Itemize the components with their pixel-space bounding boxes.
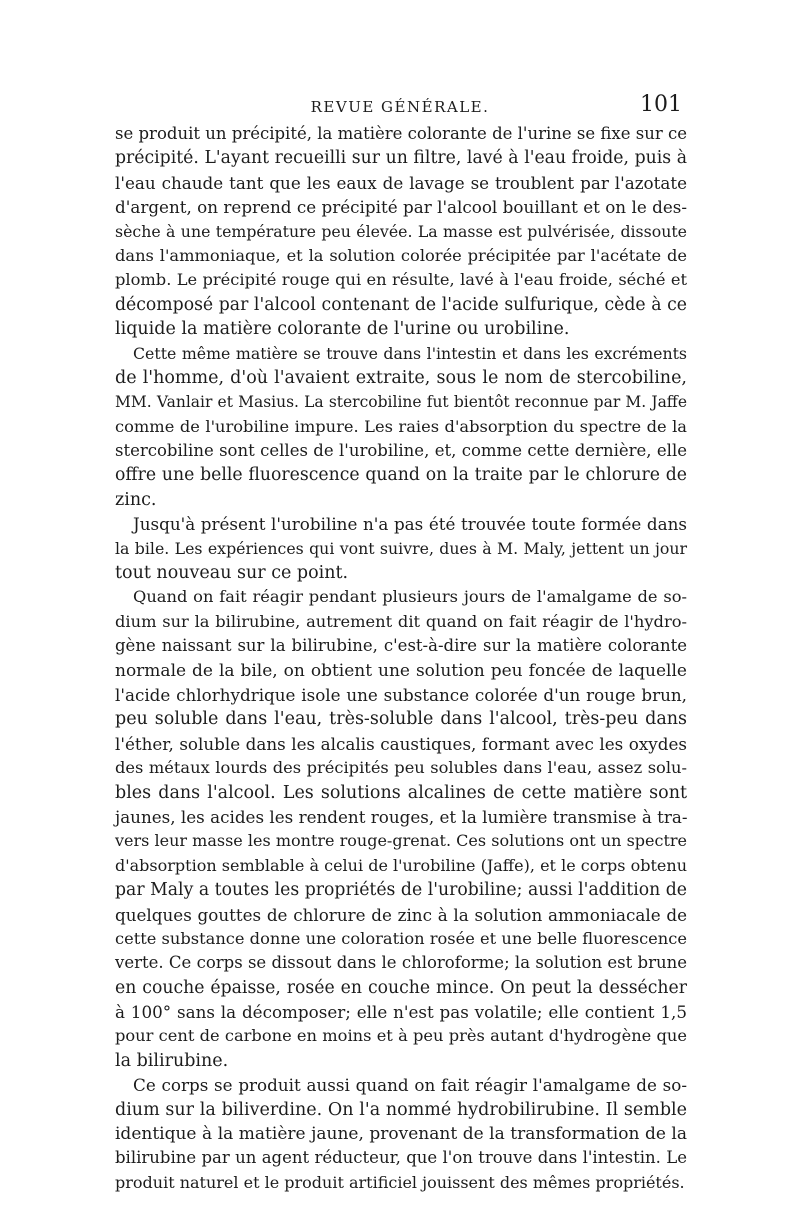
text-line: jaunes, les acides les rendent rouges, et la lumière transmise à tra- [115, 806, 688, 827]
text-line: bles dans l'alcool. Les solutions alcalines de cette matière sont [115, 782, 687, 803]
text-line: la bilirubine. [115, 1050, 229, 1071]
body-text [115, 122, 687, 1195]
text-line: dium sur la biliverdine. On l'a nommé hydrobilirubine. Il semble [115, 1099, 687, 1120]
text-line: normale de la bile, on obtient une solution peu foncée de laquelle [115, 660, 687, 681]
text-line: en couche épaisse, rosée en couche mince. On peut la dessécher [115, 977, 687, 998]
text-line: par Maly a toutes les propriétés de l'urobiline; aussi l'addition de [115, 880, 687, 901]
text-line: vers leur masse les montre rouge-grenat. Ces solutions ont un spectre [115, 831, 687, 851]
text-line: des métaux lourds des précipités peu solubles dans l'eau, assez solu- [115, 758, 687, 778]
text-line: comme de l'urobiline impure. Les raies d'absorption du spectre de la [115, 416, 687, 436]
text-line: Ce corps se produit aussi quand on fait réagir l'amalgame de so- [133, 1075, 687, 1096]
text-line: sèche à une température peu élevée. La masse est pulvérisée, dissoute [115, 221, 687, 241]
text-line: la bile. Les expériences qui vont suivre, dues à M. Maly, jettent un jour [115, 538, 687, 558]
text-line: précipité. L'ayant recueilli sur un filtre, lavé à l'eau froide, puis à [115, 148, 687, 169]
text-line: bilirubine par un agent réducteur, que l'on trouve dans l'intestin. Le [115, 1148, 687, 1168]
text-line: décomposé par l'alcool contenant de l'acide sulfurique, cède à ce [115, 294, 687, 315]
text-line: de l'homme, d'où l'avaient extraite, sous le nom de stercobiline, [115, 367, 687, 388]
text-line: verte. Ce corps se dissout dans le chloroforme; la solution est brune [115, 953, 687, 973]
text-line: Jusqu'à présent l'urobiline n'a pas été trouvée toute formée dans [133, 514, 687, 535]
text-line: MM. Vanlair et Masius. La stercobiline fut bientôt reconnue par M. Jaffe [115, 393, 687, 412]
text-line: à 100° sans la décomposer; elle n'est pas volatile; elle contient 1,5 [115, 1002, 687, 1023]
text-line: gène naissant sur la bilirubine, c'est-à-dire sur la matière colorante [115, 636, 687, 656]
text-line: produit naturel et le produit artificiel jouissent des mêmes propriétés. [115, 1172, 685, 1192]
text-line: d'argent, on reprend ce précipité par l'alcool bouillant et on le des- [115, 197, 687, 218]
text-line: pour cent de carbone en moins et à peu près autant d'hydrogène que [115, 1026, 687, 1046]
text-line: dans l'ammoniaque, et la solution colorée précipitée par l'acétate de [115, 245, 687, 265]
running-title: REVUE GÉNÉRALE. [310, 98, 490, 116]
text-line: peu soluble dans l'eau, très-soluble dans l'alcool, très-peu dans [115, 709, 687, 730]
text-line: Cette même matière se trouve dans l'intestin et dans les excréments [133, 343, 687, 363]
text-line: Quand on fait réagir pendant plusieurs jours de l'amalgame de so- [133, 587, 687, 607]
text-line: offre une belle fluorescence quand on la traite par le chlorure de [115, 465, 687, 486]
text-line: se produit un précipité, la matière colorante de l'urine se fixe sur ce [115, 124, 687, 143]
text-line: stercobiline sont celles de l'urobiline, et, comme cette dernière, elle [115, 441, 687, 461]
text-line: quelques gouttes de chlorure de zinc à la solution ammoniacale de [115, 904, 687, 925]
text-line: liquide la matière colorante de l'urine ou urobiline. [115, 319, 570, 340]
text-line: l'eau chaude tant que les eaux de lavage se troublent par l'azotate [115, 172, 687, 193]
text-line: l'éther, soluble dans les alcalis caustiques, formant avec les oxydes [115, 733, 687, 754]
text-line: zinc. [115, 489, 157, 510]
text-line: identique à la matière jaune, provenant de la transformation de la [115, 1124, 687, 1145]
text-line: l'acide chlorhydrique isole une substance colorée d'un rouge brun, [115, 684, 687, 705]
text-line: dium sur la bilirubine, autrement dit quand on fait réagir de l'hydro- [115, 611, 687, 631]
text-line: plomb. Le précipité rouge qui en résulte, lavé à l'eau froide, séché et [115, 270, 687, 290]
text-line: cette substance donne une coloration rosée et une belle fluorescence [115, 928, 687, 948]
text-line: tout nouveau sur ce point. [115, 563, 349, 584]
page-number: 101 [640, 92, 682, 117]
text-line: d'absorption semblable à celui de l'urobiline (Jaffe), et le corps obtenu [115, 855, 687, 875]
